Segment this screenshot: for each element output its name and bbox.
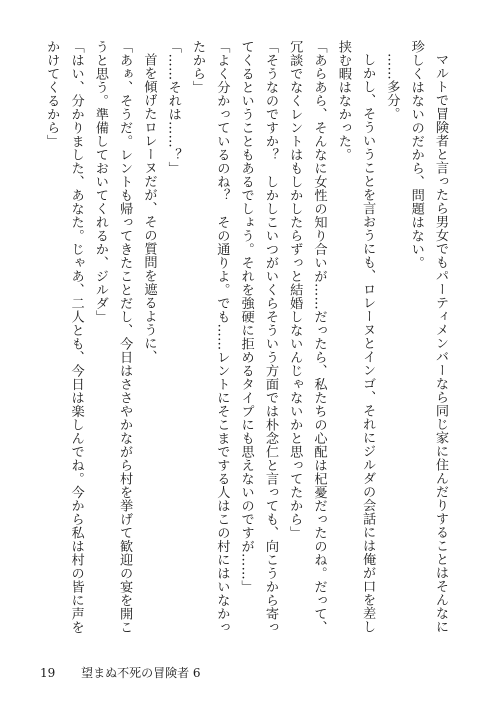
text-line: 「そうなのですか？ しかしこいつがいくらそういう方面では朴念仁と言っても、向こうから寄っ [262,40,278,634]
text-line: 「あぁ、そうだ。レントも帰ってきたことだし、今日はささやかながら村を挙げて歓迎の宴を開こ [117,40,133,634]
text-line: うと思う。準備しておいてくれるか、ジルダ」 [92,40,108,324]
text-line: 「あらあら、そんなに女性の知り合いが……だったら、私たちの心配は杞憂だったのね。だって、 [311,40,327,634]
text-line: たから」 [190,40,206,94]
text-line: 首を傾げたロレーヌだが、その質問を遮るように、 [141,53,157,364]
page-number: 19 [40,666,56,680]
text-line: 「……それは……？」 [165,40,181,175]
text-line: 冗談でなくレントはもしかしたらずっと結婚しないんじゃないかと思ってたから」 [287,40,303,540]
page-footer [40,664,201,681]
text-line: 「よく分かっているのね？ その通りよ。でも……レントにそこまでする人はこの村にはいなかっ [214,40,230,634]
body-text [44,40,452,652]
text-line: てくるということもあるでしょう。それを強硬に拒めるタイプにも思えないのですが……」 [238,40,254,594]
text-line: マルトで冒険者と言ったら男女でもパーティメンバーなら同じ家に住んだりすることはそんなに [433,53,448,634]
text-line: 挟む暇はなかった。 [335,40,351,162]
text-line: ……多分。 [384,53,400,121]
text-line: しかし、そういうことを言おうにも、ロレーヌとインゴ、それにジルダの会話には俺が口を差し [360,53,376,634]
book-title: 望まぬ不死の冒険者 6 [81,666,201,680]
text-line: 珍しくはないのだから、問題はない。 [408,40,424,270]
text-line: 「はい、分かりました、あなた。じゃあ、二人とも、今日は楽しんでね。今から私は村の皆に声を [68,40,84,634]
text-line: かけてくるから」 [44,40,60,148]
